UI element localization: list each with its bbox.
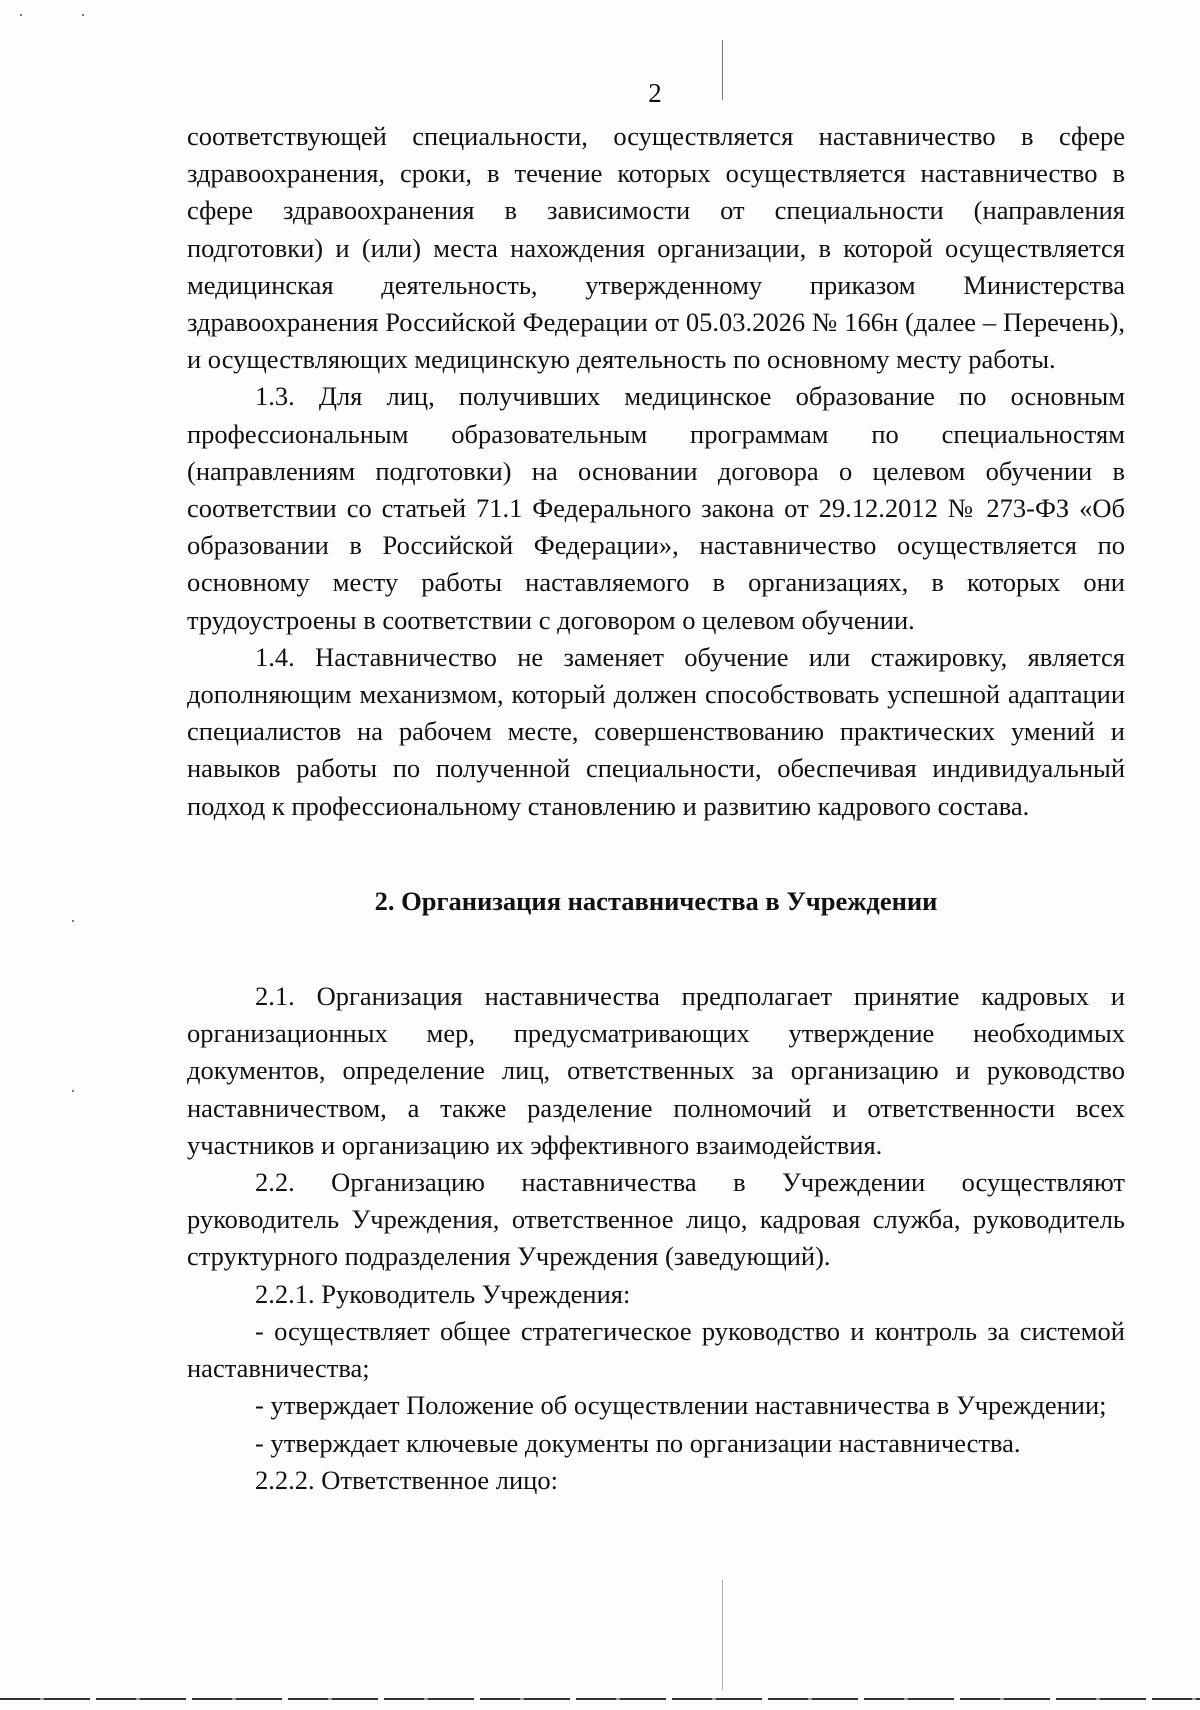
scan-artifact-bottom-edge — [0, 1698, 1200, 1700]
list-item: - осуществляет общее стратегическое руководство и контроль за системой наставничества; — [187, 1315, 1125, 1384]
paragraph-2-1: 2.1. Организация наставничества предполагает принятие кадровых и организационных мер, предусматривающих утверждение необходимых документов, определение лиц, ответственных за организацию и руководство наставничеством, а также разделение полномочий и ответственности всех участников и организацию их эффективного взаимодействия. — [187, 981, 1125, 1160]
scan-artifact-dot — [20, 14, 22, 16]
paragraph-2-2-2: 2.2.2. Ответственное лицо: — [255, 1464, 558, 1495]
section-heading: 2. Организация наставничества в Учреждении — [374, 885, 938, 916]
scan-artifact-dot — [72, 1090, 74, 1092]
paragraph-1-3: 1.3. Для лиц, получивших медицинское образование по основным профессиональным образовательным программам по специальностям (направлениям подготовки) на основании договора о целевом обучении в соответствии со статьей 71.1 Федерального закона от 29.12.2012 № 273-ФЗ «Об образовании в Российской Федерации», наставничество осуществляется по основному месту работы наставляемого в организациях, в которых они трудоустроены в соответствии с договором о целевом обучении. — [187, 381, 1125, 635]
paragraph-2-2-1: 2.2.1. Руководитель Учреждения: — [255, 1278, 631, 1309]
page-number: 2 — [648, 78, 662, 108]
list-item: - утверждает ключевые документы по организации наставничества. — [255, 1427, 1021, 1458]
document-body — [187, 118, 1125, 1499]
paragraph-2-2: 2.2. Организацию наставничества в Учреждении осуществляют руководитель Учреждения, ответственное лицо, кадровая служба, руководитель структурного подразделения Учреждения (заведующий). — [187, 1167, 1125, 1272]
list-item: - утверждает Положение об осуществлении наставничества в Учреждении; — [255, 1390, 1107, 1421]
scan-artifact-line — [722, 1580, 723, 1690]
scan-artifact-dot — [72, 920, 74, 922]
scan-artifact-dot — [82, 14, 84, 16]
paragraph-continuation: соответствующей специальности, осуществляется наставничество в сфере здравоохранения, сроки, в течение которых осуществляется наставничество в сфере здравоохранения в зависимости от специальности (направления подготовки) и (или) места нахождения организации, в которой осуществляется медицинская деятельность, утвержденному приказом Министерства здравоохранения Российской Федерации от 05.03.2026 № 166н (далее – Перечень), и осуществляющих медицинскую деятельность по основному месту работы. — [187, 121, 1125, 375]
paragraph-1-4: 1.4. Наставничество не заменяет обучение или стажировку, является дополняющим механизмом, который должен способствовать успешной адаптации специалистов на рабочем месте, совершенствованию практических умений и навыков работы по полученной специальности, обеспечивая индивидуальный подход к профессиональному становлению и развитию кадрового состава. — [187, 641, 1125, 821]
scan-artifact-line — [722, 40, 723, 100]
